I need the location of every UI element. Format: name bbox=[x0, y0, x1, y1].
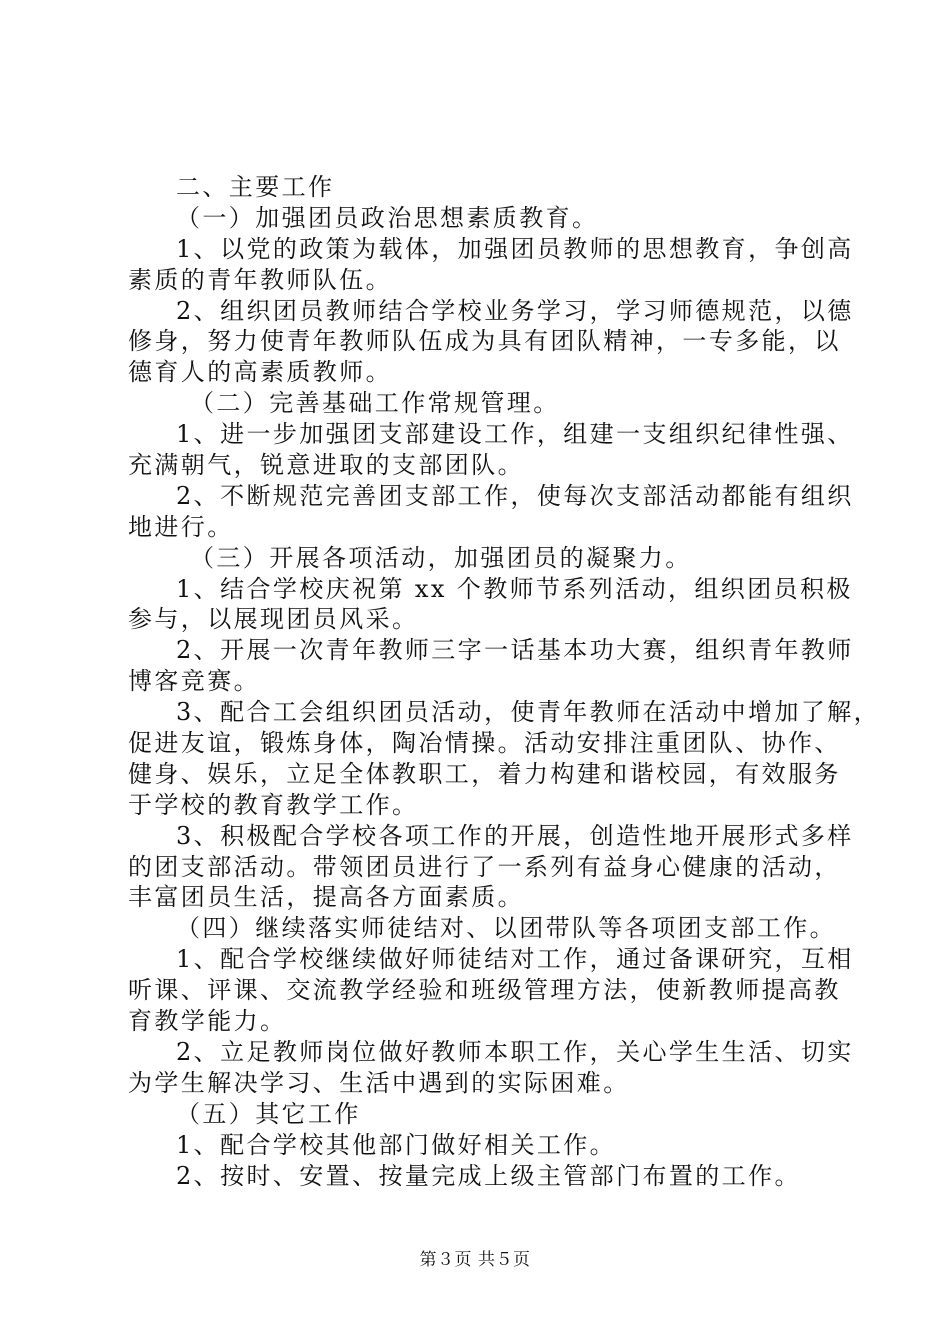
text-line: 促进友谊，锻炼身体，陶冶情操。活动安排注重团队、协作、 bbox=[128, 729, 841, 758]
text-line: 1、结合学校庆祝第 xx 个教师节系列活动，组织团员积极 bbox=[176, 574, 853, 603]
text-line: 于学校的教育教学工作。 bbox=[128, 790, 419, 819]
text-line: （四）继续落实师徒结对、以团带队等各项团支部工作。 bbox=[176, 914, 836, 943]
text-line: 3、配合工会组织团员活动，使青年教师在活动中增加了解， bbox=[176, 698, 881, 727]
text-line: 地进行。 bbox=[128, 512, 234, 541]
page-number-footer: 第３页 共５页 bbox=[419, 1250, 531, 1270]
text-line: 1、配合学校其他部门做好相关工作。 bbox=[176, 1130, 617, 1159]
text-line: 参与，以展现团员风采。 bbox=[128, 605, 419, 634]
text-line: 3、积极配合学校各项工作的开展，创造性地开展形式多样 bbox=[176, 821, 854, 850]
text-line: 充满朝气，锐意进取的支部团队。 bbox=[128, 451, 524, 480]
text-line: 2、立足教师岗位做好教师本职工作，关心学生生活、切实 bbox=[176, 1037, 854, 1066]
text-line: 2、开展一次青年教师三字一话基本功大赛，组织青年教师 bbox=[176, 636, 854, 665]
text-line: 育教学能力。 bbox=[128, 1007, 287, 1036]
text-line: 听课、评课、交流教学经验和班级管理方法，使新教师提高教 bbox=[128, 976, 841, 1005]
text-line: 2、不断规范完善团支部工作，使每次支部活动都能有组织 bbox=[176, 481, 854, 510]
text-line: （五）其它工作 bbox=[176, 1099, 361, 1128]
text-line: 素质的青年教师队伍。 bbox=[128, 265, 392, 294]
text-line: 修身，努力使青年教师队伍成为具有团队精神，一专多能，以 bbox=[128, 327, 841, 356]
text-line: 为学生解决学习、生活中遇到的实际困难。 bbox=[128, 1068, 630, 1097]
text-line: 二、主要工作 bbox=[176, 173, 335, 201]
document-body bbox=[128, 172, 881, 1191]
text-line: 博客竞赛。 bbox=[128, 667, 260, 696]
text-line: 健身、娱乐，立足全体教职工，着力构建和谐校园，有效服务 bbox=[128, 759, 841, 788]
text-line: 的团支部活动。带领团员进行了一系列有益身心健康的活动， bbox=[128, 852, 841, 881]
text-line: 德育人的高素质教师。 bbox=[128, 358, 392, 387]
text-line: 1、配合学校继续做好师徒结对工作，通过备课研究，互相 bbox=[176, 945, 854, 974]
text-line: 1、以党的政策为载体，加强团员教师的思想教育，争创高 bbox=[176, 234, 854, 263]
text-line: 2、组织团员教师结合学校业务学习，学习师德规范，以德 bbox=[176, 296, 854, 325]
text-line: （三）开展各项活动，加强团员的凝聚力。 bbox=[190, 543, 692, 572]
text-line: （二）完善基础工作常规管理。 bbox=[190, 389, 560, 418]
text-line: 1、进一步加强团支部建设工作，组建一支组织纪律性强、 bbox=[176, 420, 854, 449]
text-line: 丰富团员生活，提高各方面素质。 bbox=[128, 883, 524, 912]
text-line: （一）加强团员政治思想素质教育。 bbox=[176, 203, 599, 232]
text-line: 2、按时、安置、按量完成上级主管部门布置的工作。 bbox=[176, 1161, 801, 1190]
